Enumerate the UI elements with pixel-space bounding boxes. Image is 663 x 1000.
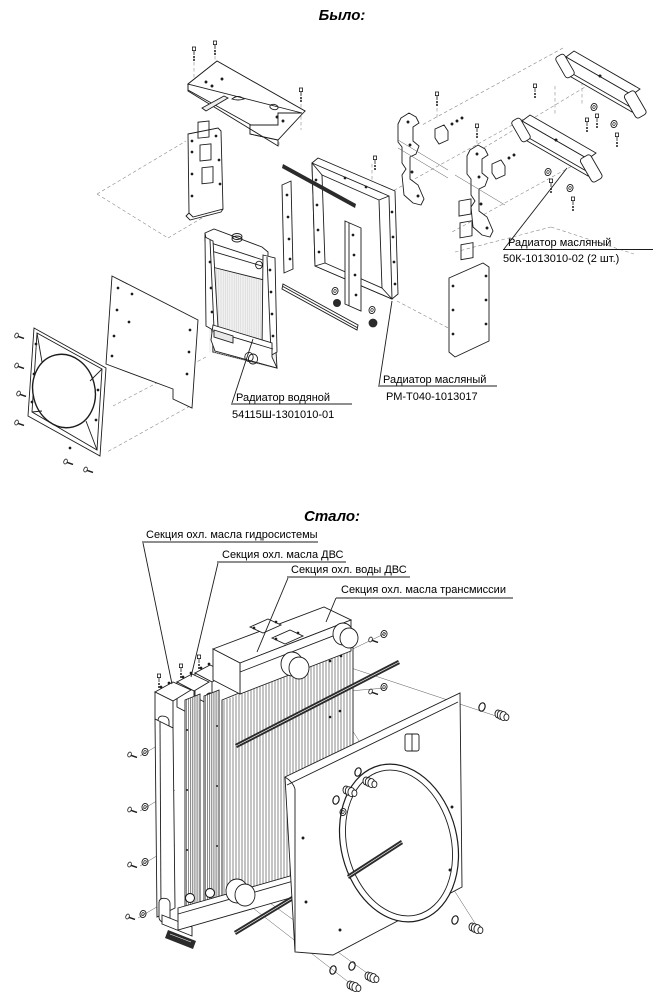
label-oil-50k-line1: Радиатор масляный bbox=[508, 237, 612, 249]
fitting-right-top bbox=[478, 702, 509, 721]
after-title: Стало: bbox=[304, 508, 360, 525]
label-water-radiator bbox=[231, 339, 352, 421]
oil-radiator-50k-upper bbox=[555, 51, 648, 147]
oil-radiator-frame-rm bbox=[282, 156, 398, 330]
label-engine-oil-text: Секция охл. масла ДВС bbox=[222, 549, 344, 561]
after-diagram bbox=[125, 508, 513, 992]
before-diagram bbox=[14, 7, 653, 472]
oil-radiator-50k-lower bbox=[511, 84, 604, 211]
label-oil-rm-line1: Радиатор масляный bbox=[383, 374, 487, 386]
side-screws-top-right bbox=[368, 630, 388, 695]
engine-oil-section-core bbox=[204, 690, 219, 904]
fitting-right-bottom bbox=[451, 915, 483, 934]
fittings-bottom-center bbox=[329, 961, 379, 992]
label-transmission-text: Секция охл. масла трансмиссии bbox=[341, 584, 506, 596]
label-engine-water-text: Секция охл. воды ДВС bbox=[291, 564, 407, 576]
fan-shroud-old bbox=[14, 328, 106, 472]
label-oil-50k-line2: 50К-1013010-02 (2 шт.) bbox=[503, 253, 620, 265]
water-radiator-old bbox=[205, 229, 277, 368]
bracket-three-holes-left bbox=[186, 121, 223, 220]
label-transmission-section bbox=[326, 584, 513, 622]
mounting-bracket-1 bbox=[398, 92, 463, 205]
side-screws-left bbox=[125, 748, 149, 920]
label-water-line1: Радиатор водяной bbox=[236, 392, 331, 404]
label-oil-radiator-50k bbox=[503, 168, 653, 265]
before-title: Было: bbox=[318, 7, 366, 24]
label-water-line2: 54115Ш-1301010-01 bbox=[232, 409, 335, 421]
hydraulic-section-core bbox=[185, 694, 200, 908]
label-oil-rm-line2: РМ-Т040-1013017 bbox=[386, 391, 478, 403]
mounting-bracket-2 bbox=[455, 124, 515, 237]
baffle-plate bbox=[106, 276, 198, 408]
label-hydraulic-text: Секция охл. масла гидросистемы bbox=[146, 529, 318, 541]
